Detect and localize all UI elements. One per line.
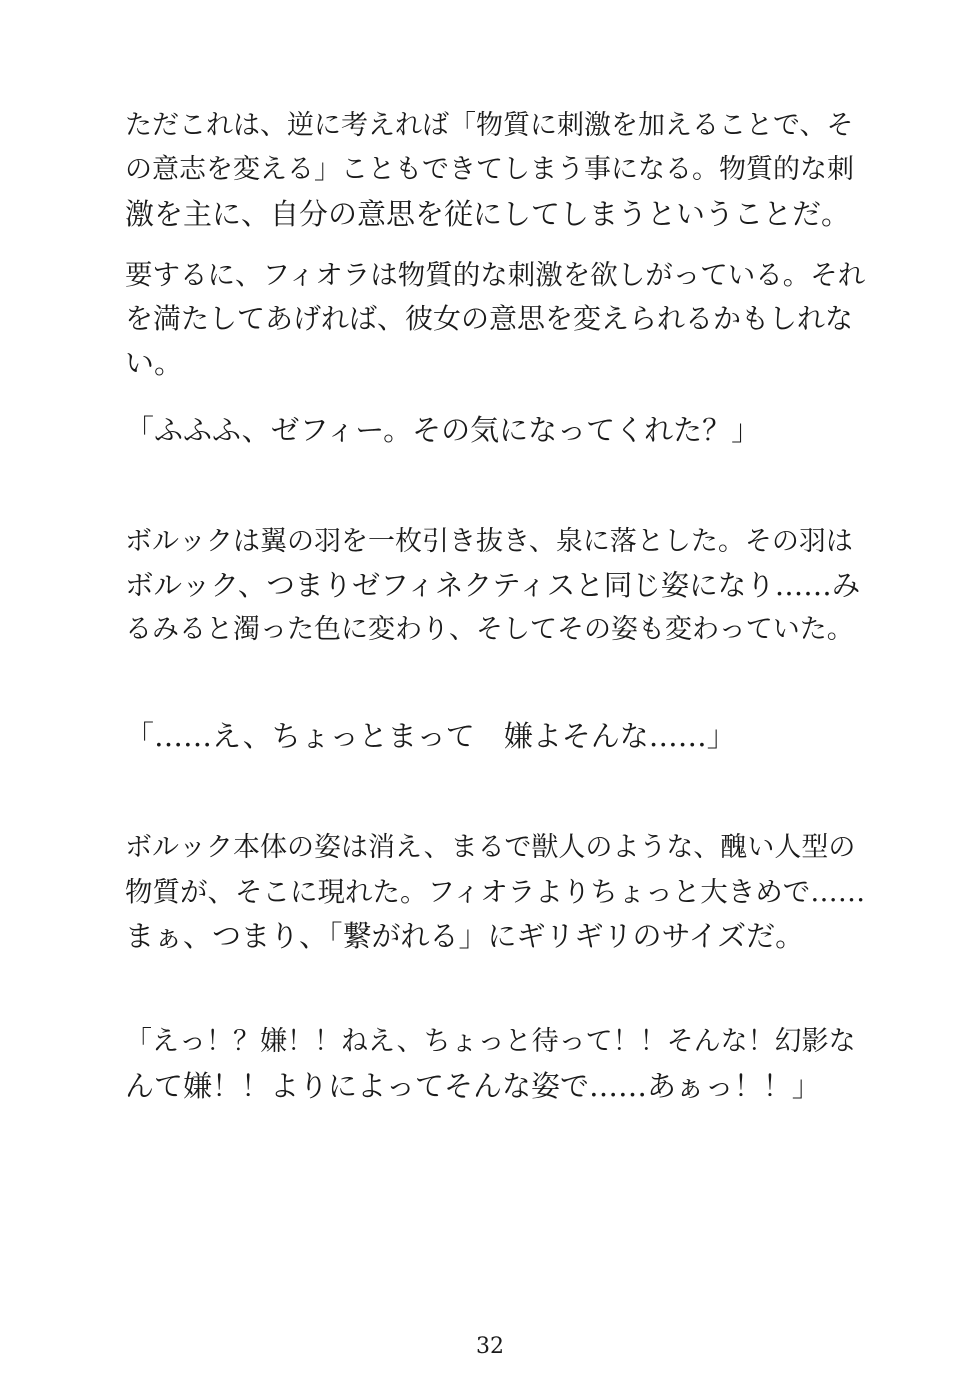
text-line: 物質が、そこに現れた。フィオラよりちょっと大きめで…… (125, 876, 866, 908)
paragraph-6 (125, 826, 865, 958)
text-line: 「……え、ちょっとまって 嫌よそんな……」 (125, 719, 736, 753)
text-line: ボルックは翼の羽を一枚引き抜き、泉に落とした。その羽は (125, 526, 853, 557)
text-line: まぁ、つまり、「繋がれる」にギリギリのサイズだ。 (125, 919, 805, 953)
text-line: ボルック本体の姿は消え、まるで獣人のような、醜い人型の (125, 832, 856, 863)
page-number: 32 (476, 1334, 504, 1359)
text-line: るみると濁った色に変わり、そしてその姿も変わっていた。 (125, 614, 854, 645)
text-line: 「ふふふ、ゼフィー。その気になってくれた？」 (125, 413, 761, 447)
paragraph-2 (125, 253, 865, 385)
text-line: の意志を変える」こともできてしまう事になる。物質的な刺 (125, 154, 854, 185)
paragraph-1 (125, 104, 865, 236)
text-line: い。 (125, 346, 184, 380)
text-line: を満たしてあげれば、彼女の意思を変えられるかもしれな (125, 302, 854, 335)
paragraph-4 (125, 520, 865, 652)
text-line: ただこれは、逆に考えれば「物質に刺激を加えることで、そ (125, 110, 854, 141)
text-line: 要するに、フィオラは物質的な刺激を欲しがっている。それ (125, 259, 866, 291)
paragraph-3-dialogue (125, 408, 865, 452)
text-line: 「えっ！？嫌！！ねえ、ちょっと待って！！そんな！幻影な (125, 1026, 856, 1057)
paragraph-7-dialogue (125, 1020, 865, 1108)
paragraph-5-dialogue (125, 714, 865, 758)
text-line: んて嫌！！よりによってそんな姿で……あぁっ！！」 (125, 1069, 821, 1103)
text-line: ボルック、つまりゼフィネクティスと同じ姿になり……み (125, 569, 861, 602)
text-line: 激を主に、自分の意思を従にしてしまうということだ。 (125, 197, 851, 231)
